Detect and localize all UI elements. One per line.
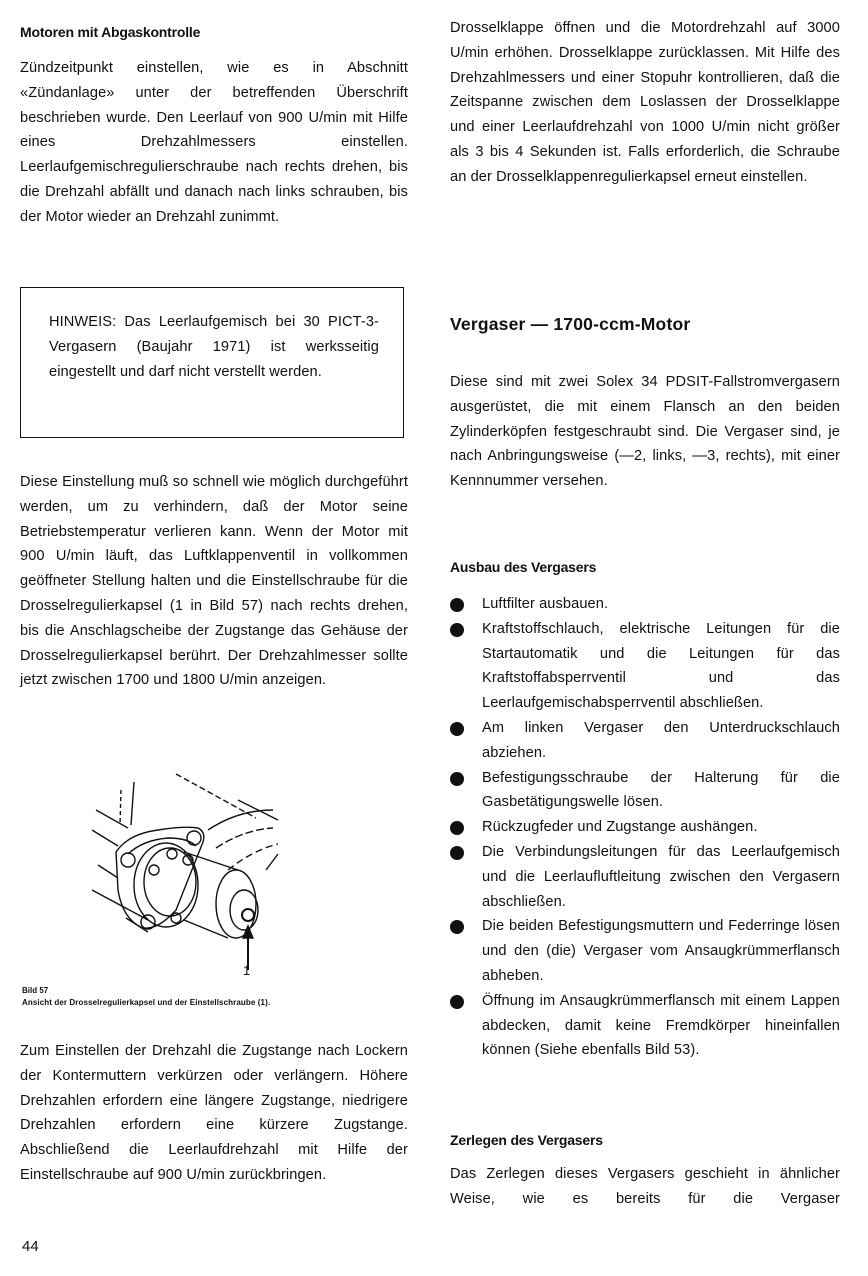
bullet-icon [450,846,464,860]
paragraph-einstellung: Diese Einstellung muß so schnell wie möglich durchgeführt werden, um zu verhindern, daß der Motor seine Betriebstemperatur verlieren kann. Wenn der Motor mit 900 U/min läuft, das Luftklappenventil in vollkommen geöffneter Stellung halten und die Einstellschraube für die Drosselregulierkapsel (1 in Bild 57) nach rechts drehen, bis die Anschlagscheibe der Zugstange das Gehäuse der Drosselregulierkapsel berührt. Der Drehzahlmesser sollte jetzt zwischen 1700 und 1800 U/min anzeigen. [20,474,408,689]
list-item: Luftfilter ausbauen. [450,592,840,617]
list-item: Die beiden Befestigungsmuttern und Federringe lösen und den (die) Vergaser vom Ansaugkrümmerflansch abheben. [450,914,840,988]
figure-title: Bild 57 [22,986,49,995]
bullet-icon [450,598,464,612]
list-item: Öffnung im Ansaugkrümmerflansch mit einem Lappen abdecken, damit keine Fremdkörper hineinfallen können (Siehe ebenfalls Bild 53). [450,989,840,1063]
section-heading-abgaskontrolle: Motoren mit Abgaskontrolle [20,24,201,40]
list-item: Rückzugfeder und Zugstange aushängen. [450,815,840,840]
paragraph-zuendzeitpunkt: Zündzeitpunkt einstellen, wie es in Abschnitt «Zündanlage» unter der betreffenden Überschrift beschrieben wurde. Den Leerlauf von 900 U/min mit Hilfe eines Drehzahlmessers einstellen. Leerlaufgemischregulierschraube nach rechts drehen, bis die Drehzahl abfällt und danach nach links schrauben, bis der Motor wieder an Drehzahl zunimmt. [20,60,408,225]
paragraph-zerlegen: Das Zerlegen dieses Vergasers geschieht in ähnlicher Weise, wie es bereits für die Vergaser [450,1166,840,1207]
paragraph-solex: Diese sind mit zwei Solex 34 PDSIT-Fallstromvergasern ausgerüstet, die mit einem Flansch an den beiden Zylinderköpfen festgeschraubt sind. Die Vergaser sind, je nach Anbringungsweise (—2, links, —3, rechts), mit einer Kennnummer versehen. [450,374,840,490]
note-text: HINWEIS: Das Leerlaufgemisch bei 30 PICT-3-Vergasern (Baujahr 1971) ist werksseitig eingestellt und darf nicht verstellt werden. [49,314,379,380]
bullet-icon [450,920,464,934]
removal-steps-list [450,592,840,1063]
throttle-regulator-illustration [88,770,298,980]
section-heading-vergaser-1700: Vergaser — 1700-ccm-Motor [450,314,691,334]
bullet-icon [450,995,464,1009]
bullet-icon [450,821,464,835]
paragraph-zugstange: Zum Einstellen der Drehzahl die Zugstange nach Lockern der Kontermuttern verkürzen oder verlängern. Höhere Drehzahlen erfordern eine längere Zugstange, niedrigere Drehzahlen erfordern eine kürzere Zugstange. Abschließend die Leerlaufdrehzahl mit Hilfe der Einstellschraube auf 900 U/min zurückbringen. [20,1043,408,1183]
bullet-icon [450,772,464,786]
paragraph-drosselklappe: Drosselklappe öffnen und die Motordrehzahl auf 3000 U/min erhöhen. Drosselklappe zurücklassen. Mit Hilfe des Drehzahlmessers und einer Stopuhr kontrollieren, daß die Zeitspanne zwischen dem Loslassen der Drosselklappe und einer Leerlaufdrehzahl von 1000 U/min nicht größer als 3 bis 4 Sekunden ist. Falls erforderlich, die Schraube an der Drosselklappenregulierkapsel erneut einstellen. [450,20,840,185]
section-heading-zerlegen: Zerlegen des Vergasers [450,1132,603,1148]
figure-callout-1: 1 [243,963,251,978]
bullet-icon [450,722,464,736]
list-item: Am linken Vergaser den Unterdruckschlauch abziehen. [450,716,840,766]
figure-bild-57 [88,770,298,980]
figure-caption: Ansicht der Drosselregulierkapsel und der Einstellschraube (1). [22,998,271,1007]
list-item: Befestigungsschraube der Halterung für die Gasbetätigungswelle lösen. [450,766,840,816]
note-box [20,287,404,438]
list-item: Kraftstoffschlauch, elektrische Leitungen für die Startautomatik und die Leitungen für das Kraftstoffabsperrventil und das Leerlaufgemischabsperrventil abschließen. [450,617,840,716]
list-item: Die Verbindungsleitungen für das Leerlaufgemisch und die Leerlaufluftleitung zwischen den Vergasern abschließen. [450,840,840,914]
page-number: 44 [22,1238,39,1255]
section-heading-ausbau: Ausbau des Vergasers [450,559,597,575]
bullet-icon [450,623,464,637]
